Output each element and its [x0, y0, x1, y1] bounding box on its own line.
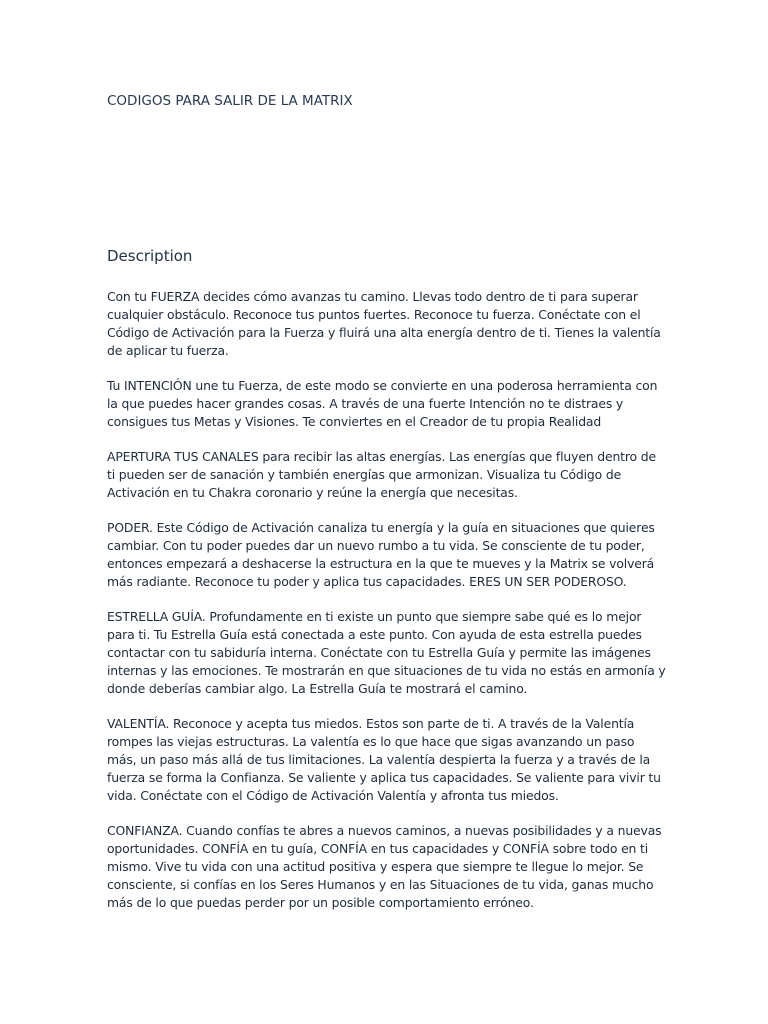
- document-body: [107, 288, 667, 929]
- document-title: CODIGOS PARA SALIR DE LA MATRIX: [107, 93, 353, 109]
- paragraph-fuerza: Con tu FUERZA decides cómo avanzas tu camino. Llevas todo dentro de ti para superar cualquier obstáculo. Reconoce tus puntos fuertes. Reconoce tu fuerza. Conéctate con el Código de Activación para la Fuerza y fluirá una alta energía dentro de ti. Tienes la valentía de aplicar tu fuerza.: [107, 289, 661, 358]
- section-heading-description: Description: [107, 247, 193, 265]
- paragraph-poder: PODER. Este Código de Activación canaliza tu energía y la guía en situaciones que quieres cambiar. Con tu poder puedes dar un nuevo rumbo a tu vida. Se consciente de tu poder, entonces empezará a deshacerse la estructura en la que te mueves y la Matrix se volverá más radiante. Reconoce tu poder y aplica tus capacidades. ERES UN SER PODEROSO.: [107, 520, 655, 589]
- paragraph-valentia: VALENTÍA. Reconoce y acepta tus miedos. Estos son parte de ti. A través de la Valentía rompes las viejas estructuras. La valentía es lo que hace que sigas avanzando un paso más, un paso más allá de tus limitaciones. La valentía despierta la fuerza y a través de la fuerza se forma la Confianza. Se valiente y aplica tus capacidades. Se valiente para vivir tu vida. Conéctate con el Código de Activación Valentía y afronta tus miedos.: [107, 716, 661, 803]
- paragraph-estrella-guia: ESTRELLA GUÍA. Profundamente en ti existe un punto que siempre sabe qué es lo mejor para ti. Tu Estrella Guía está conectada a este punto. Con ayuda de esta estrella puedes contactar con tu sabiduría interna. Conéctate con tu Estrella Guía y permite las imágenes internas y las emociones. Te mostrarán en que situaciones de tu vida no estás en armonía y donde deberías cambiar algo. La Estrella Guía te mostrará el camino.: [107, 609, 666, 696]
- paragraph-intencion: Tu INTENCIÓN une tu Fuerza, de este modo se convierte en una poderosa herramienta con la que puedes hacer grandes cosas. A través de una fuerte Intención no te distraes y consigues tus Metas y Visiones. Te conviertes en el Creador de tu propia Realidad: [107, 378, 658, 429]
- paragraph-confianza: CONFIANZA. Cuando confías te abres a nuevos caminos, a nuevas posibilidades y a nuevas oportunidades. CONFÍA en tu guía, CONFÍA en tus capacidades y CONFÍA sobre todo en ti mismo. Vive tu vida con una actitud positiva y espera que siempre te llegue lo mejor. Se consciente, si confías en los Seres Humanos y en las Situaciones de tu vida, ganas mucho más de lo que puedas perder por un posible comportamiento erróneo.: [107, 823, 662, 910]
- paragraph-apertura-canales: APERTURA TUS CANALES para recibir las altas energías. Las energías que fluyen dentro de ti pueden ser de sanación y también energías que armonizan. Visualiza tu Código de Activación en tu Chakra coronario y reúne la energía que necesitas.: [107, 449, 656, 500]
